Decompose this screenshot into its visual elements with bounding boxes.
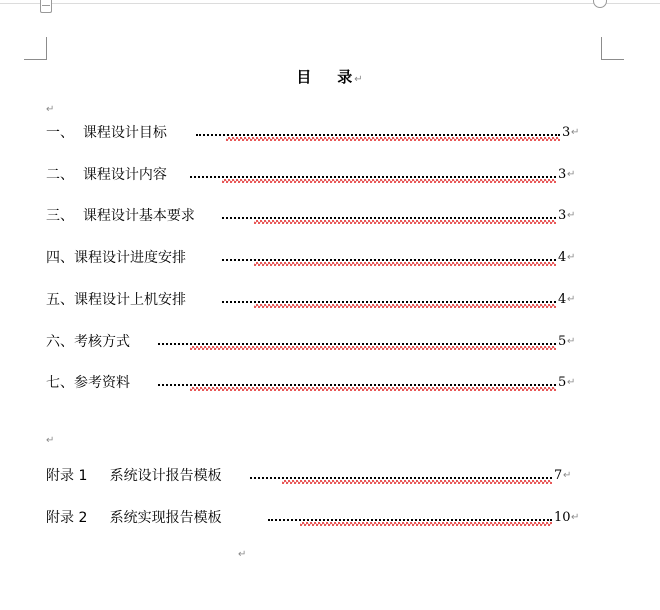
toc-entry[interactable]: [46, 373, 586, 393]
toc-entry-label: 五、课程设计上机安排: [46, 292, 186, 308]
paragraph-mark-icon: ↵: [46, 104, 55, 115]
paragraph-mark-icon: ↵: [567, 210, 576, 221]
toc-entry[interactable]: [46, 206, 586, 226]
toc-entry[interactable]: [46, 290, 586, 310]
toc-entry-page: 5: [558, 375, 567, 390]
toc-entry-page: 3: [562, 125, 571, 140]
toc-entry-page: 3: [558, 167, 567, 182]
spellcheck-underline: [254, 220, 556, 224]
toc-entry-label: 二、 课程设计内容: [46, 167, 167, 183]
paragraph-mark-icon: ↵: [571, 512, 580, 523]
toc-entry-label: 六、考核方式: [46, 334, 130, 350]
paragraph-mark-icon: ↵: [46, 435, 55, 446]
margin-corner-top-right: [601, 37, 624, 60]
spellcheck-underline: [190, 387, 556, 391]
paragraph-mark-icon: ↵: [238, 549, 247, 560]
toc-leader-dots: [222, 217, 556, 219]
toc-leader-dots: [190, 176, 556, 178]
paragraph-mark-icon: ↵: [567, 336, 576, 347]
spellcheck-underline: [222, 179, 556, 183]
toc-entry[interactable]: [46, 248, 586, 268]
toc-entry-label: 一、 课程设计目标: [46, 125, 167, 141]
toc-entry[interactable]: [46, 165, 586, 185]
paragraph-mark-icon: ↵: [354, 74, 364, 85]
toc-appendix-entry[interactable]: [46, 466, 586, 486]
paragraph-mark-icon: ↵: [567, 169, 576, 180]
toc-leader-dots: [250, 477, 552, 479]
toc-entry-label: 七、参考资料: [46, 375, 130, 391]
paragraph-mark-icon: ↵: [567, 294, 576, 305]
toc-entry-page: 3: [558, 208, 567, 223]
ruler-edge: [0, 3, 660, 4]
margin-corner-top-left: [24, 37, 47, 60]
toc-entry[interactable]: [46, 332, 586, 352]
toc-appendix-entry[interactable]: [46, 508, 586, 528]
toc-entry-page: 7: [554, 468, 563, 483]
spellcheck-underline: [254, 262, 556, 266]
toc-entry-page: 4: [558, 292, 567, 307]
toc-leader-dots: [222, 301, 556, 303]
right-indent-marker-icon[interactable]: [593, 0, 607, 8]
paragraph-mark-icon: ↵: [563, 470, 572, 481]
toc-leader-dots: [222, 259, 556, 261]
toc-title-text: 目 录: [296, 68, 354, 86]
toc-entry-label: 附录 1 系统设计报告模板: [46, 468, 222, 484]
spellcheck-underline: [190, 346, 556, 350]
paragraph-mark-icon: ↵: [567, 377, 576, 388]
toc-leader-dots: [268, 519, 552, 521]
toc-entry-label: 附录 2 系统实现报告模板: [46, 510, 222, 526]
spellcheck-underline: [300, 522, 552, 526]
paragraph-mark-icon: ↵: [571, 127, 580, 138]
toc-entry-page: 4: [558, 250, 567, 265]
toc-entry[interactable]: [46, 123, 586, 143]
toc-entry-label: 四、课程设计进度安排: [46, 250, 186, 266]
toc-entry-page: 5: [558, 334, 567, 349]
toc-entry-label: 三、 课程设计基本要求: [46, 208, 195, 224]
spellcheck-underline: [254, 304, 556, 308]
toc-leader-dots: [196, 134, 560, 136]
toc-leader-dots: [158, 343, 556, 345]
spellcheck-underline: [226, 137, 560, 141]
toc-entry-page: 10: [554, 510, 571, 525]
spellcheck-underline: [282, 480, 552, 484]
toc-leader-dots: [158, 384, 556, 386]
left-indent-marker-icon[interactable]: [40, 0, 52, 13]
toc-title: [0, 66, 660, 87]
paragraph-mark-icon: ↵: [567, 252, 576, 263]
